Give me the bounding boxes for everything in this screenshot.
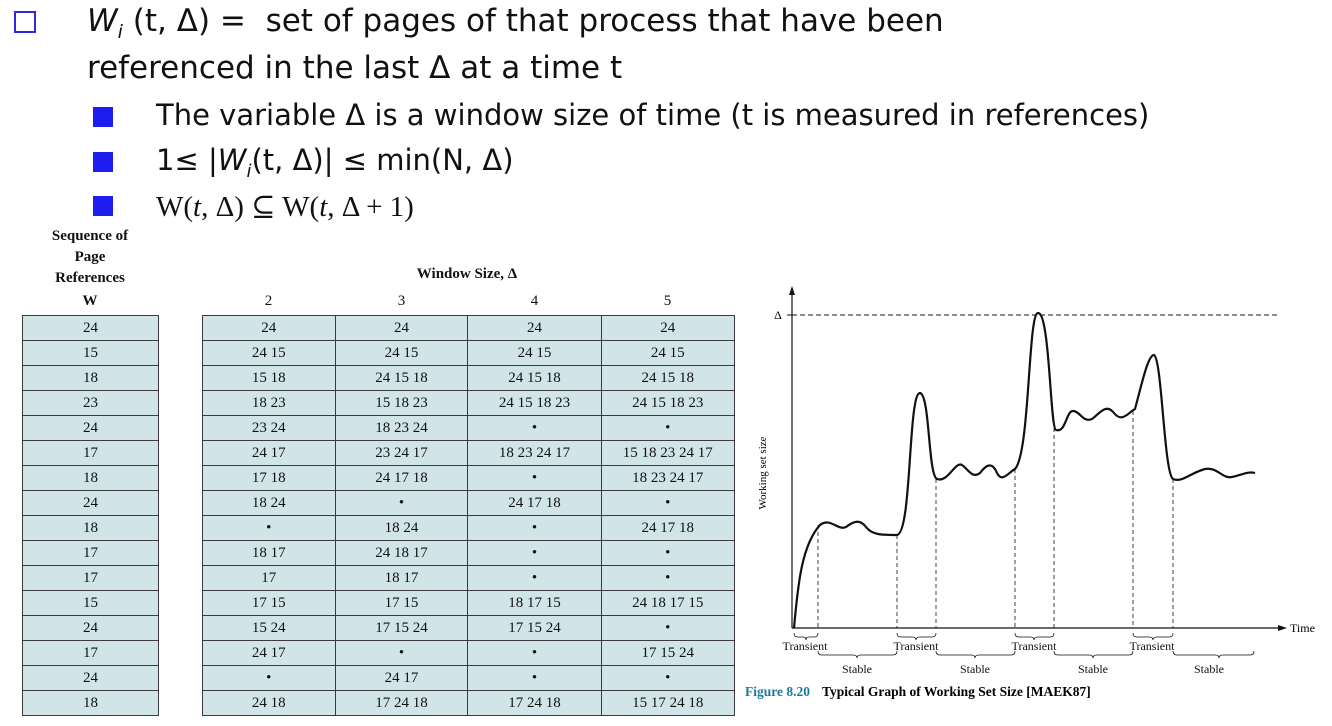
phase-dividers: [818, 411, 1173, 628]
main-bullet-line2: referenced in the last Δ at a time t: [87, 50, 623, 86]
window-cell: •: [601, 566, 734, 591]
window-cell: •: [468, 466, 601, 491]
window-cell: 18 24: [335, 516, 468, 541]
table-row: [23, 666, 159, 691]
window-cell: 17 15: [335, 591, 468, 616]
window-cell: 18 17 15: [468, 591, 601, 616]
window-cell: 24: [601, 316, 734, 341]
col-header-3: 3: [397, 293, 406, 309]
table-row: [23, 591, 159, 616]
window-cell: 24 17 18: [468, 491, 601, 516]
table-row: [23, 541, 159, 566]
window-cell: 15 18 23: [335, 391, 468, 416]
sub2-prefix: 1≤ |: [156, 143, 218, 177]
reference-cell: 18: [23, 516, 159, 541]
table-row: [203, 666, 735, 691]
table-row: [203, 466, 735, 491]
table-row: [203, 416, 735, 441]
stable-label-2: Stable: [960, 662, 990, 676]
window-cell: •: [203, 666, 336, 691]
window-cell: •: [601, 416, 734, 441]
window-cell: 24: [203, 316, 336, 341]
window-cell: 24 17 18: [601, 516, 734, 541]
window-cell: 24 15 18 23: [601, 391, 734, 416]
window-cell: 24 15: [335, 341, 468, 366]
w-symbol: W: [87, 3, 118, 39]
reference-cell: 15: [23, 591, 159, 616]
table-row: [203, 591, 735, 616]
reference-cell: 24: [23, 491, 159, 516]
window-cell: •: [203, 516, 336, 541]
reference-cell: 24: [23, 666, 159, 691]
square-bullet-icon: [93, 196, 113, 216]
figure-number: Figure 8.20: [745, 684, 810, 699]
sub2-suffix: (t, Δ)| ≤ min(N, Δ): [251, 143, 514, 177]
window-cell: •: [468, 666, 601, 691]
window-cell: •: [601, 616, 734, 641]
reference-cell: 17: [23, 566, 159, 591]
sub3-t2: t: [319, 191, 328, 223]
window-cell: 17 15 24: [468, 616, 601, 641]
stable-label-3: Stable: [1078, 662, 1108, 676]
window-cell: 24 15 18: [335, 366, 468, 391]
stable-brace: [1054, 651, 1133, 658]
figure-title: Typical Graph of Working Set Size [MAEK87]: [822, 684, 1091, 699]
sub3-t1: t: [193, 191, 202, 223]
table-row: [23, 391, 159, 416]
sub2-subscript: i: [246, 160, 252, 182]
sub3-part1: W(: [156, 191, 194, 223]
window-cell: 24 17 18: [335, 466, 468, 491]
y-axis-arrow-icon: [789, 286, 795, 295]
reference-sequence-table: [22, 315, 159, 716]
table-row: [23, 416, 159, 441]
sub2-w-symbol: W: [217, 143, 247, 177]
table-row: [203, 691, 735, 716]
window-cell: 24 15: [601, 341, 734, 366]
reference-cell: 24: [23, 616, 159, 641]
window-cell: 23 24: [203, 416, 336, 441]
table-row: [203, 616, 735, 641]
stable-label-1: Stable: [842, 662, 872, 676]
transient-label-2: Transient: [893, 639, 939, 653]
sequence-header: [30, 226, 150, 289]
sub3-part3: , Δ + 1): [327, 191, 414, 223]
window-cell: 17 24 18: [335, 691, 468, 716]
window-cell: •: [468, 416, 601, 441]
working-set-graph: [750, 283, 1320, 683]
figure-caption: [745, 684, 1091, 700]
window-cell: 18 23 24 17: [601, 466, 734, 491]
table-row: [203, 316, 735, 341]
square-bullet-icon: [93, 107, 113, 127]
window-cell: 18 23 24: [335, 416, 468, 441]
col-header-4: 4: [530, 293, 539, 309]
table-row: [203, 516, 735, 541]
window-cell: 24 15: [468, 341, 601, 366]
table-row: [23, 366, 159, 391]
table-row: [203, 566, 735, 591]
sequence-header-line1: Sequence of: [51, 228, 129, 244]
working-set-curve: [794, 313, 1255, 628]
reference-cell: 18: [23, 691, 159, 716]
transient-label-4: Transient: [1129, 639, 1175, 653]
w-subscript: i: [117, 21, 123, 44]
window-cell: •: [468, 641, 601, 666]
window-cell: 17 15 24: [601, 641, 734, 666]
window-contents-table: [202, 315, 735, 716]
window-cell: •: [601, 666, 734, 691]
window-cell: 24 18 17 15: [601, 591, 734, 616]
window-cell: 15 17 24 18: [601, 691, 734, 716]
sub-bullet-3: [156, 189, 414, 225]
window-cell: 17 15 24: [335, 616, 468, 641]
table-row: [203, 491, 735, 516]
reference-cell: 24: [23, 416, 159, 441]
transient-label-3: Transient: [1011, 639, 1057, 653]
window-cell: 17 15: [203, 591, 336, 616]
window-cell: 24 15 18 23: [468, 391, 601, 416]
window-cell: 24 15: [203, 341, 336, 366]
table-row: [203, 341, 735, 366]
window-cell: •: [468, 541, 601, 566]
reference-cell: 17: [23, 541, 159, 566]
table-row: [203, 641, 735, 666]
stable-brace: [936, 651, 1015, 658]
sub3-part2: , Δ) ⊆ W(: [201, 191, 320, 223]
window-cell: 24 17: [203, 641, 336, 666]
stable-brace: [1173, 651, 1254, 658]
window-cell: 24 15 18: [468, 366, 601, 391]
window-cell: 15 24: [203, 616, 336, 641]
window-cell: 23 24 17: [335, 441, 468, 466]
window-cell: •: [468, 516, 601, 541]
table-row: [23, 641, 159, 666]
stable-label-4: Stable: [1194, 662, 1224, 676]
table-row: [23, 441, 159, 466]
window-cell: 15 18 23 24 17: [601, 441, 734, 466]
window-cell: •: [335, 641, 468, 666]
window-cell: 24 17: [335, 666, 468, 691]
main-bullet-text: (t, Δ) = set of pages of that process that have been: [122, 3, 944, 39]
window-cell: •: [468, 566, 601, 591]
main-bullet-line1: [87, 3, 944, 50]
table-row: [23, 566, 159, 591]
table-row: [203, 391, 735, 416]
window-cell: 18 23: [203, 391, 336, 416]
reference-cell: 23: [23, 391, 159, 416]
window-cell: 18 23 24 17: [468, 441, 601, 466]
window-cell: •: [601, 541, 734, 566]
reference-cell: 24: [23, 316, 159, 341]
reference-cell: 17: [23, 641, 159, 666]
sequence-header-line2: Page: [74, 249, 106, 265]
window-cell: 24 15 18: [601, 366, 734, 391]
table-row: [23, 516, 159, 541]
y-axis-label: Working set size: [757, 436, 769, 510]
reference-cell: 18: [23, 366, 159, 391]
window-cell: 18 24: [203, 491, 336, 516]
table-row: [23, 466, 159, 491]
x-axis-arrow-icon: [1278, 625, 1287, 631]
window-cell: 24: [468, 316, 601, 341]
square-bullet-icon: [93, 152, 113, 172]
table-row: [23, 341, 159, 366]
sub-bullet-1: The variable Δ is a window size of time (t is measured in references): [156, 98, 1150, 132]
hollow-square-bullet-icon: [14, 11, 36, 33]
window-cell: 17 18: [203, 466, 336, 491]
reference-cell: 17: [23, 441, 159, 466]
table-row: [23, 691, 159, 716]
table-row: [23, 491, 159, 516]
window-cell: •: [601, 491, 734, 516]
window-cell: 24 18: [203, 691, 336, 716]
window-cell: 17: [203, 566, 336, 591]
table-row: [203, 541, 735, 566]
table-row: [23, 316, 159, 341]
window-cell: 24 18 17: [335, 541, 468, 566]
window-size-header: Window Size, Δ: [416, 266, 518, 282]
sequence-header-line3: References: [55, 270, 125, 286]
reference-cell: 18: [23, 466, 159, 491]
table-row: [203, 441, 735, 466]
col-header-w: W: [82, 293, 98, 309]
sub-bullet-2: [156, 142, 514, 190]
transient-label-1: Transient: [782, 639, 828, 653]
table-row: [23, 616, 159, 641]
window-cell: 17 24 18: [468, 691, 601, 716]
reference-cell: 15: [23, 341, 159, 366]
window-cell: 24 17: [203, 441, 336, 466]
table-row: [203, 366, 735, 391]
window-cell: 18 17: [335, 566, 468, 591]
delta-label: Δ: [774, 308, 782, 322]
window-cell: •: [335, 491, 468, 516]
window-cell: 18 17: [203, 541, 336, 566]
window-cell: 24: [335, 316, 468, 341]
x-axis-label: Time: [1290, 621, 1315, 635]
col-header-5: 5: [663, 293, 672, 309]
stable-brace: [818, 651, 897, 658]
window-cell: 15 18: [203, 366, 336, 391]
col-header-2: 2: [264, 293, 273, 309]
